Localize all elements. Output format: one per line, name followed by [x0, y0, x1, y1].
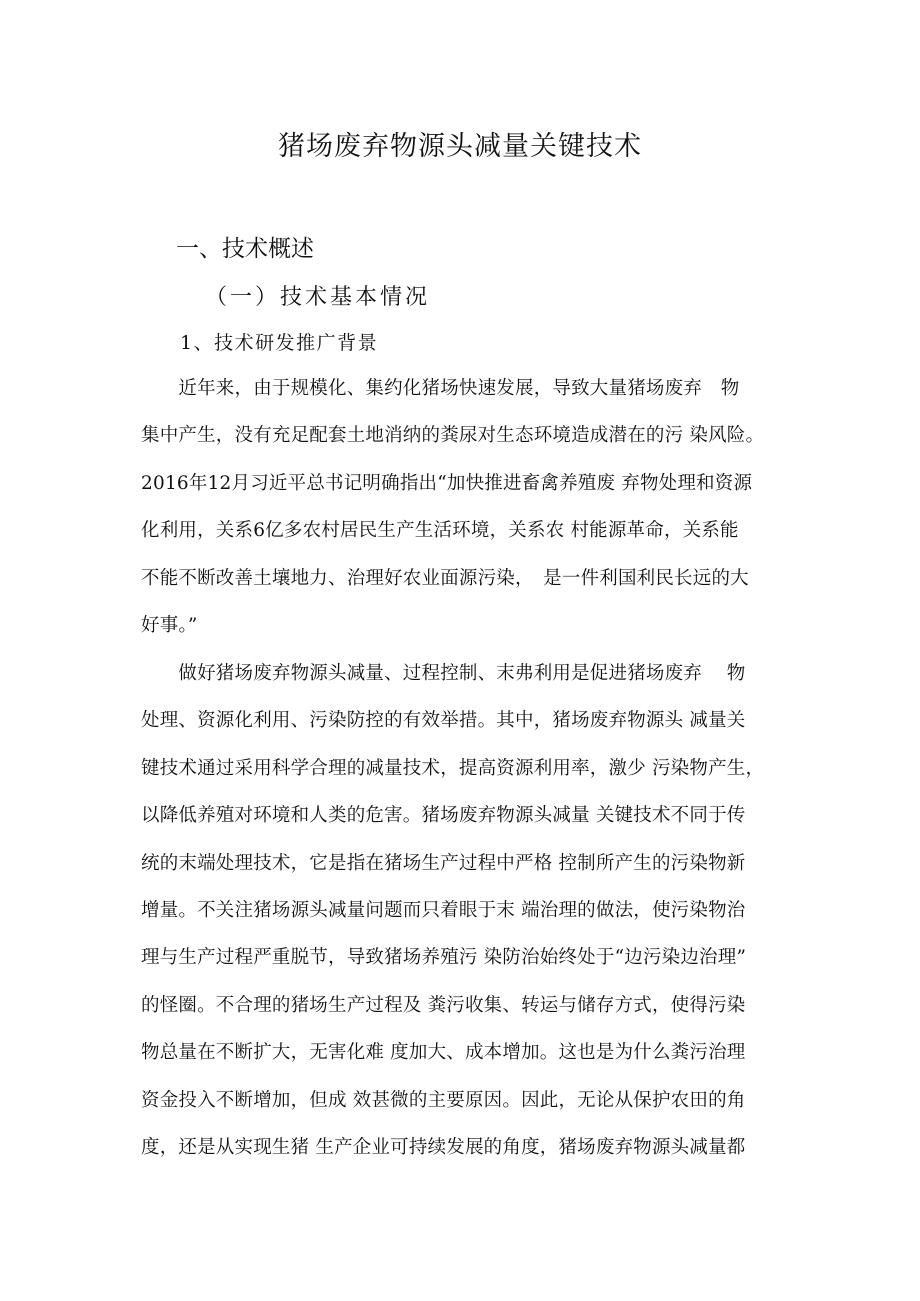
paragraph-line: 集中产生，没有充足配套土地消纳的粪尿对生态环境造成潜在的污 染风险。: [141, 425, 765, 447]
paragraph-line: 统的末端处理技术，它是指在猪场生产过程中严格 控制所产生的污染物新: [141, 852, 746, 874]
paragraph-line: 2016年12月习近平总书记明确指出“加快推进畜禽养殖废 弃物处理和资源: [141, 472, 753, 494]
paragraph-line: 处理、资源化利用、污染防控的有效举措。其中，猪场废弃物源头 减量关: [141, 710, 746, 732]
paragraph-line: 做好猪场废弃物源头减量、过程控制、末弗利用是促进猪场废弃 物: [141, 663, 746, 684]
paragraph-line: 不能不断改善土壤地力、治理好农业面源污染， 是一件利国利民长远的大: [141, 567, 749, 589]
paragraph-line: 以降低养殖对环境和人类的危害。猪场废弃物源头减量 关键技术不同于传: [141, 805, 746, 827]
paragraph-line: 资金投入不断增加，但成 效甚微的主要原因。因此，无论从保护农田的角: [141, 1089, 746, 1111]
document-title: 猪场废弃物源头减量关键技术: [278, 131, 642, 162]
section-heading: 一、技术概述: [176, 236, 314, 262]
paragraph-line: 键技术通过采用科学合理的减量技术，提高资源利用率，激少 污染物产生，: [141, 757, 765, 779]
paragraph-line: 近年来，由于规模化、集约化猪场快速发展，导致大量猪场废弃 物: [141, 378, 740, 399]
paragraph-line: 增量。不关注猪场源头减量问题而只着眼于末 端治理的做法，使污染物治: [141, 900, 746, 922]
paragraph-2: [141, 650, 801, 1171]
paragraph-line: 理与生产过程严重脱节，导致猪场养殖污 染防治始终处于“边污染边治理”: [141, 947, 747, 969]
paragraph-line: 物总量在不断扩大，无害化难 度加大、成本增加。这也是为什么粪污治理: [141, 1042, 746, 1064]
subsubsection-heading: 1、技术研发推广背景: [180, 332, 379, 354]
paragraph-1: [141, 365, 801, 649]
paragraph-line: 化利用，关系6亿多农村居民生产生活环境，关系农 村能源革命，关系能: [141, 520, 739, 542]
paragraph-line: 好事。”: [141, 615, 198, 637]
paragraph-line: 的怪圈。不合理的猪场生产过程及 粪污收集、转运与储存方式，使得污染: [141, 994, 746, 1016]
subsection-heading: （一）技术基本情况: [205, 285, 431, 310]
paragraph-line: 度，还是从实现生猪 生产企业可持续发展的角度，猪场废弃物源头减量都: [141, 1137, 746, 1159]
